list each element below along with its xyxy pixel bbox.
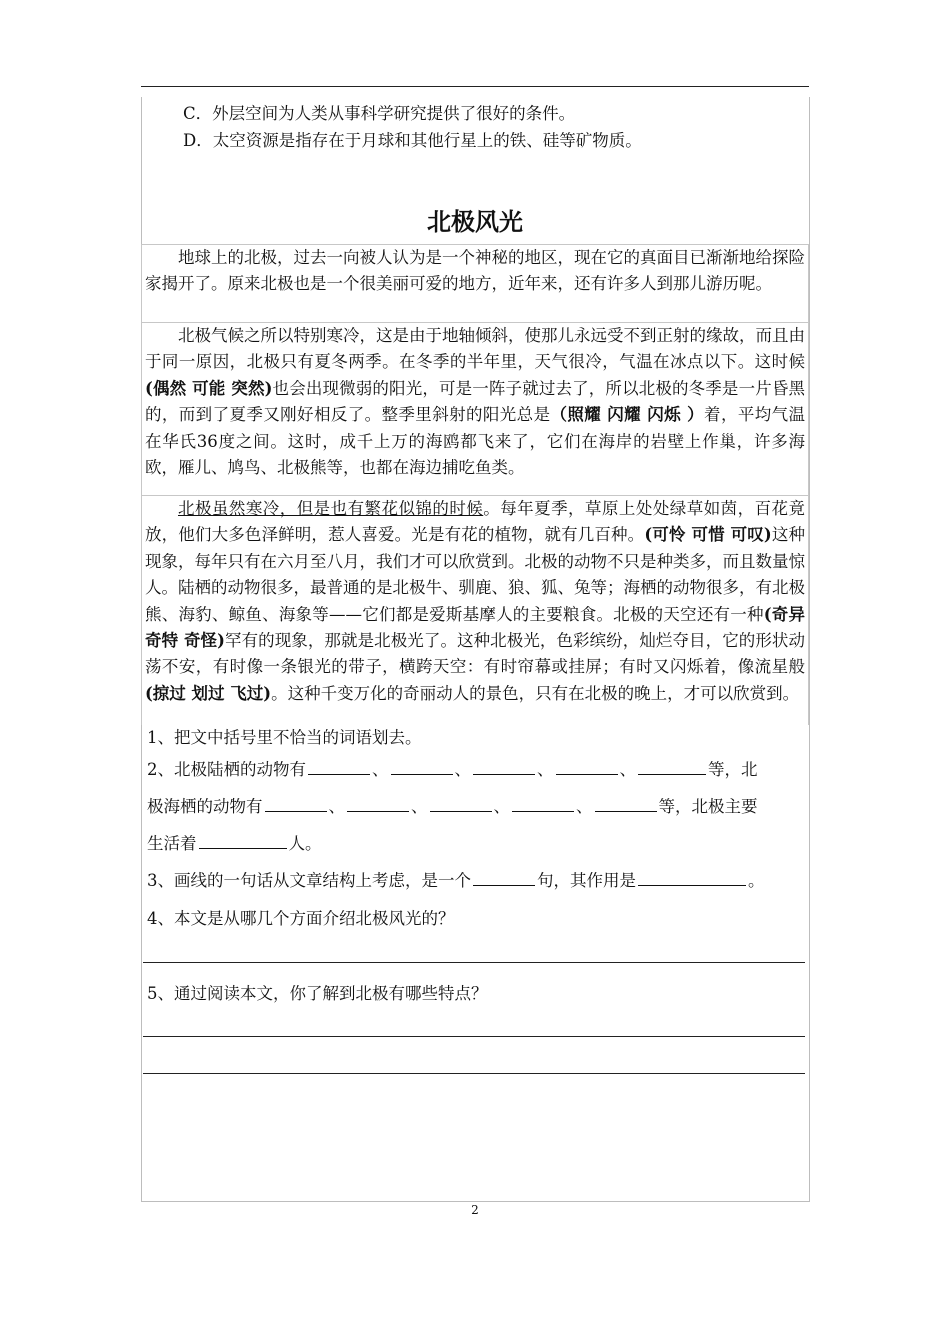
question-2-line-1 bbox=[147, 756, 758, 780]
answer-blank[interactable] bbox=[638, 757, 706, 775]
paragraph-2 bbox=[141, 322, 809, 495]
answer-line[interactable] bbox=[143, 962, 805, 963]
q2-separator: 、 bbox=[537, 760, 554, 779]
q2-separator: 、 bbox=[411, 797, 428, 816]
paragraph-3 bbox=[141, 495, 809, 725]
p2-word-choice-1: (偶然 可能 突然) bbox=[145, 378, 273, 398]
question-3 bbox=[147, 867, 765, 891]
question-1: 1、把文中括号里不恰当的词语划去。 bbox=[147, 728, 422, 747]
answer-blank[interactable] bbox=[638, 868, 746, 886]
answer-blank[interactable] bbox=[473, 868, 535, 886]
question-2-line-3 bbox=[147, 830, 322, 854]
p3-text-3: 罕有的现象，那就是北极光了。这种北极光，色彩缤纷，灿烂夺目，它的形状动荡不安，有时像一条银光的带子，横跨天空：有时帘幕或挂屏；有时又闪烁着，像流星般 bbox=[145, 631, 805, 677]
p2-text-2: 也会出现微弱的阳光，可是一阵子就过去了，所以北极的冬季是一片昏黑的，而到了夏季又刚好相反了。整季里斜射的阳光总是 bbox=[145, 378, 806, 425]
q2-suffix: 等，北 bbox=[708, 760, 758, 779]
q2-sea-suffix: 等，北极主要 bbox=[658, 797, 758, 816]
answer-blank[interactable] bbox=[473, 757, 535, 775]
q2-separator: 、 bbox=[454, 760, 471, 779]
answer-line[interactable] bbox=[143, 1036, 805, 1037]
question-2-line-2 bbox=[147, 793, 758, 817]
answer-blank[interactable] bbox=[308, 757, 370, 775]
q2-separator: 、 bbox=[619, 760, 636, 779]
answer-blank[interactable] bbox=[391, 757, 453, 775]
p3-underlined-sentence: 北极虽然寒冷，但是也有繁花似锦的时候 bbox=[178, 499, 484, 518]
p3-text-2: 这种现象，每年只有在六月至八月，我们才可以欣赏到。北极的动物不只是种类多，而且数量惊人。陆栖的动物很多，最普通的是北极牛、驯鹿、狼、狐、兔等；海栖的动物很多，有北极熊、海豹、鲸鱼、海象等——它们都是爱斯基摩人的主要粮食。北极的天空还有一种 bbox=[145, 525, 806, 624]
q3-prefix: 3、画线的一句话从文章结构上考虑，是一个 bbox=[147, 871, 471, 890]
option-d: D．太空资源是指存在于月球和其他行星上的铁、硅等矿物质。 bbox=[183, 131, 642, 150]
p3-text-1: 。每年夏季，草原上处处绿草如茵，百花竟放，他们大多色泽鲜明，惹人喜爱。光是有花的植物，就有几百种。 bbox=[145, 499, 806, 545]
p3-word-choice-1: (可怜 可惜 可叹) bbox=[644, 525, 772, 545]
paragraph-1 bbox=[141, 244, 809, 322]
p3-text-4: 。这种千变万化的奇丽动人的景色，只有在北极的晚上，才可以欣赏到。 bbox=[271, 683, 800, 703]
q3-middle: 句，其作用是 bbox=[537, 871, 636, 890]
q2-people-prefix: 生活着 bbox=[147, 834, 197, 853]
q2-separator: 、 bbox=[576, 797, 593, 816]
q2-prefix: 2、北极陆栖的动物有 bbox=[147, 760, 306, 779]
paragraph-1-text: 地球上的北极，过去一向被人认为是一个神秘的地区，现在它的真面目已渐渐地给探险家揭开了。原来北极也是一个很美丽可爱的地方，近年来，还有许多人到那儿游历呢。 bbox=[145, 248, 805, 294]
answer-blank[interactable] bbox=[347, 794, 409, 812]
answer-line[interactable] bbox=[143, 1073, 805, 1074]
answer-blank[interactable] bbox=[265, 794, 327, 812]
p2-word-choice-2: （照耀 闪耀 闪烁 ） bbox=[550, 405, 705, 425]
option-c: C．外层空间为人类从事科学研究提供了很好的条件。 bbox=[183, 104, 576, 123]
answer-blank[interactable] bbox=[556, 757, 618, 775]
answer-blank[interactable] bbox=[199, 831, 287, 849]
p3-word-choice-3: (掠过 划过 飞过) bbox=[145, 683, 272, 703]
q2-separator: 、 bbox=[328, 797, 345, 816]
p2-text-1: 北极气候之所以特别寒冷，这是由于地轴倾斜，使那儿永远受不到正射的缘故，而且由于同一原因，北极只有夏冬两季。在冬季的半年里，天气很冷，气温在冰点以下。这时候 bbox=[145, 326, 805, 372]
page-number: 2 bbox=[471, 1203, 479, 1217]
p3-word-choice-2: (奇异 奇特 奇怪) bbox=[145, 604, 805, 651]
answer-blank[interactable] bbox=[595, 794, 657, 812]
p2-text-3: 着，平均气温在华氏36度之间。这时，成千上万的海鸥都飞来了，它们在海岸的岩壁上作巢，许多海欧，雁儿、鸠鸟、北极熊等，也都在海边捕吃鱼类。 bbox=[145, 405, 806, 478]
header-rule bbox=[141, 86, 809, 87]
question-5: 5、通过阅读本文，你了解到北极有哪些特点？ bbox=[147, 984, 488, 1003]
answer-blank[interactable] bbox=[512, 794, 574, 812]
question-4: 4、本文是从哪几个方面介绍北极风光的？ bbox=[147, 909, 455, 928]
q2-separator: 、 bbox=[372, 760, 389, 779]
q2-people-suffix: 人。 bbox=[288, 834, 322, 853]
q3-end: 。 bbox=[748, 871, 765, 890]
q2-sea-prefix: 极海栖的动物有 bbox=[147, 797, 263, 816]
answer-blank[interactable] bbox=[430, 794, 492, 812]
q2-separator: 、 bbox=[493, 797, 510, 816]
article-title: 北极风光 bbox=[427, 207, 523, 236]
